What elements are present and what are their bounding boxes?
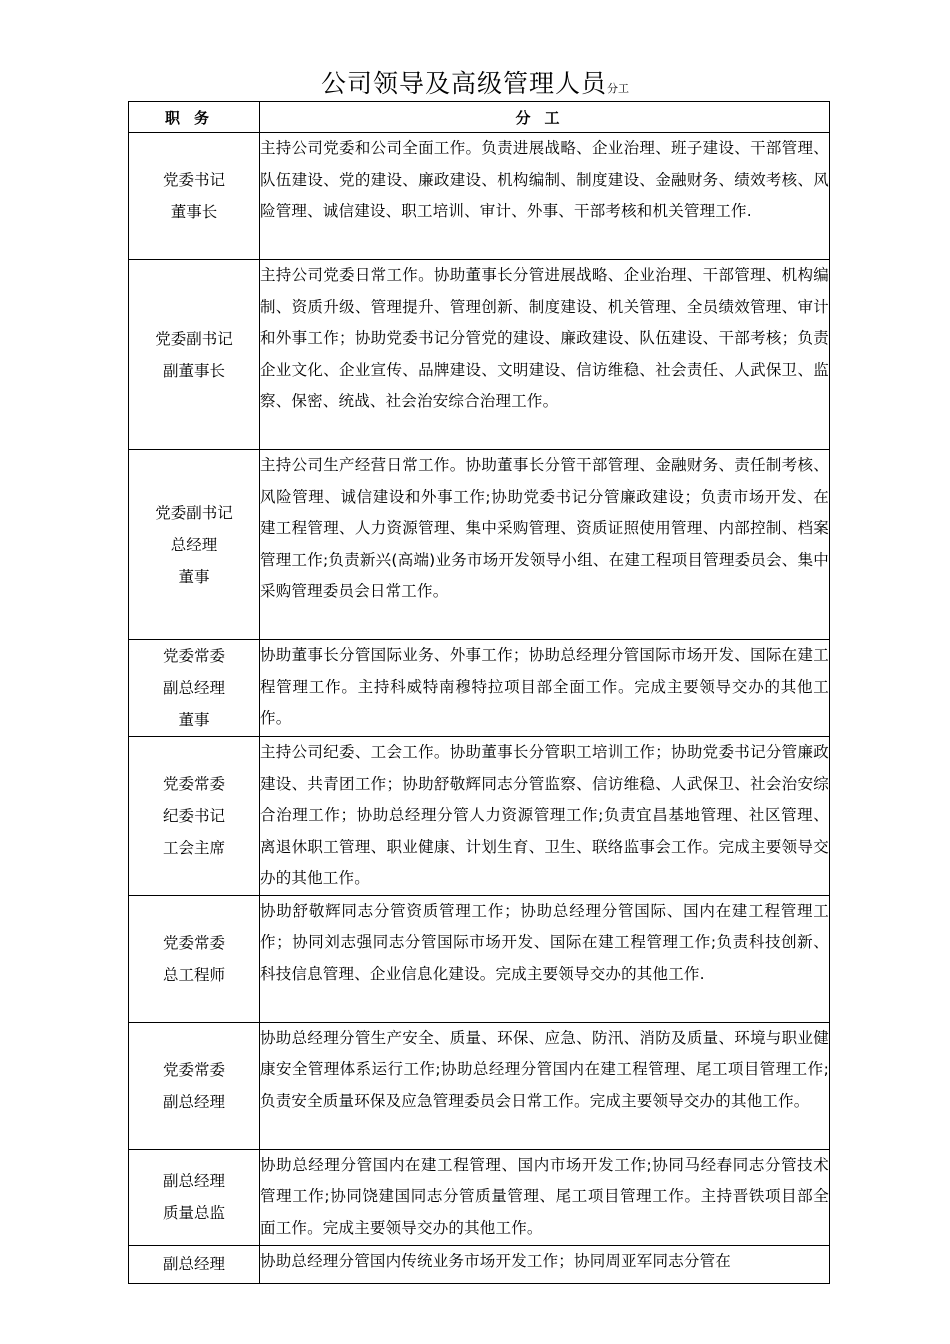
position-line: 董事 — [178, 711, 210, 729]
duty-cell: 协助董事长分管国际业务、外事工作；协助总经理分管国际市场开发、国际在建工程管理工作。主持科威特南穆特拉项目部全面工作。完成主要领导交办的其他工作。 — [260, 640, 830, 737]
position-line: 纪委书记 — [162, 806, 225, 825]
position-line: 质量总监 — [162, 1204, 225, 1222]
position-line: 副总经理 — [162, 1092, 225, 1111]
position-line: 副董事长 — [162, 361, 225, 380]
position-cell — [129, 133, 260, 260]
table-row — [129, 640, 830, 737]
position-line: 党委常委 — [162, 933, 225, 952]
duty-cell: 主持公司纪委、工会工作。协助董事长分管职工培训工作；协助党委书记分管廉政建设、共青团工作；协助舒敬辉同志分管监察、信访维稳、人武保卫、社会治安综合治理工作；协助总经理分管人力资源管理工作;负责宜昌基地管理、社区管理、离退休职工管理、职业健康、计划生育、卫生、联络监事会工作。完成主要领导交办的其他工作。 — [260, 737, 830, 896]
position-line: 工会主席 — [162, 838, 225, 857]
position-line: 总工程师 — [162, 965, 225, 984]
position-line: 党委常委 — [162, 774, 225, 793]
position-cell — [129, 260, 260, 450]
position-cell — [129, 450, 260, 640]
position-line: 党委常委 — [162, 1060, 225, 1079]
position-line: 党委书记 — [162, 171, 225, 189]
table-row — [129, 1149, 830, 1245]
position-line: 副总经理 — [162, 1172, 225, 1190]
duty-cell: 主持公司党委日常工作。协助董事长分管进展战略、企业治理、干部管理、机构编制、资质升级、管理提升、管理创新、制度建设、机关管理、全员绩效管理、审计和外事工作；协助党委书记分管党的建设、廉政建设、队伍建设、干部考核；负责企业文化、企业宣传、品牌建设、文明建设、信访维稳、社会责任、人武保卫、监察、保密、统战、社会治安综合治理工作。 — [260, 260, 830, 450]
position-cell — [129, 1149, 260, 1245]
table-row — [129, 1022, 830, 1149]
table-row — [129, 737, 830, 896]
position-line: 董事长 — [170, 203, 218, 221]
position-line: 副总经理 — [162, 679, 225, 697]
duty-cell: 协助总经理分管国内在建工程管理、国内市场开发工作;协同马经春同志分管技术管理工作;协同饶建国同志分管质量管理、尾工项目管理工作。主持晋铁项目部全面工作。完成主要领导交办的其他工作。 — [260, 1149, 830, 1245]
position-cell — [129, 1022, 260, 1149]
duty-cell: 协助总经理分管生产安全、质量、环保、应急、防汛、消防及质量、环境与职业健康安全管理体系运行工作;协助总经理分管国内在建工程管理、尾工项目管理工作;负责安全质量环保及应急管理委员会日常工作。完成主要领导交办的其他工作。 — [260, 1022, 830, 1149]
position-cell — [129, 640, 260, 737]
table-row — [129, 133, 830, 260]
duty-cell: 协助总经理分管国内传统业务市场开发工作；协同周亚军同志分管在 — [260, 1245, 830, 1283]
position-line: 党委副书记 — [155, 503, 233, 522]
responsibility-table — [128, 101, 830, 1284]
header-position: 职务 — [129, 102, 260, 133]
document-title — [0, 64, 950, 100]
table-row — [129, 1245, 830, 1283]
table-row — [129, 450, 830, 640]
position-line: 党委常委 — [162, 647, 225, 665]
title-suffix: 分工 — [607, 82, 629, 95]
table-header-row — [129, 102, 830, 133]
title-main: 公司领导及高级管理人员 — [320, 69, 607, 98]
position-line: 党委副书记 — [155, 329, 233, 348]
position-line: 副总经理 — [162, 1255, 225, 1273]
table-row — [129, 260, 830, 450]
table-row — [129, 895, 830, 1022]
position-cell — [129, 895, 260, 1022]
duty-cell: 协助舒敬辉同志分管资质管理工作；协助总经理分管国际、国内在建工程管理工作；协同刘志强同志分管国际市场开发、国际在建工程管理工作;负责科技创新、科技信息管理、企业信息化建设。完成主要领导交办的其他工作. — [260, 895, 830, 1022]
position-line: 总经理 — [170, 535, 218, 554]
header-duty: 分工 — [260, 102, 830, 133]
duty-cell: 主持公司生产经营日常工作。协助董事长分管干部管理、金融财务、责任制考核、风险管理、诚信建设和外事工作;协助党委书记分管廉政建设；负责市场开发、在建工程管理、人力资源管理、集中采购管理、资质证照使用管理、内部控制、档案管理工作;负责新兴(高端)业务市场开发领导小组、在建工程项目管理委员会、集中采购管理委员会日常工作。 — [260, 450, 830, 640]
position-cell — [129, 1245, 260, 1283]
position-cell — [129, 737, 260, 896]
position-line: 董事 — [178, 567, 210, 586]
duty-cell: 主持公司党委和公司全面工作。负责进展战略、企业治理、班子建设、干部管理、队伍建设、党的建设、廉政建设、机构编制、制度建设、金融财务、绩效考核、风险管理、诚信建设、职工培训、审计、外事、干部考核和机关管理工作. — [260, 133, 830, 260]
